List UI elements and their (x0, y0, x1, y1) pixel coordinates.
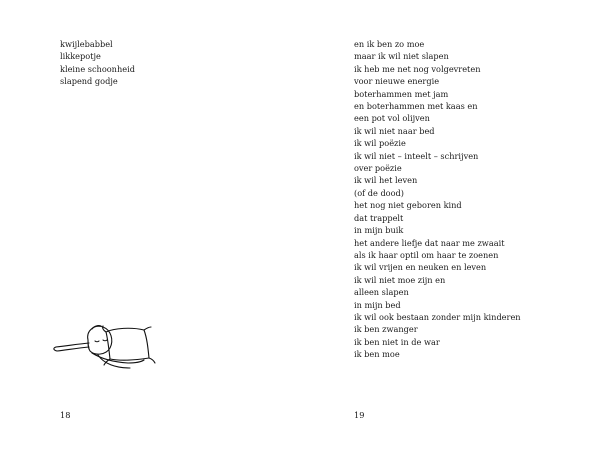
sleeping-child-icon (48, 318, 168, 378)
poem-line: kwijlebabbel (60, 39, 113, 49)
poem-line: ik ben zwanger (354, 324, 418, 335)
poem-line: alleen slapen (354, 287, 409, 298)
poem-line: ik wil niet – inteelt – schrijven (354, 150, 479, 161)
poem-line: boterhammen met jam (354, 88, 449, 99)
poem-line: ik ben niet in de war (354, 336, 440, 347)
poem-line: ik wil het leven (354, 175, 418, 186)
poem-line: in mijn bed (354, 299, 401, 310)
poem-line: ik wil niet naar bed (354, 125, 435, 136)
poem-line: het nog niet geboren kind (354, 200, 462, 211)
poem-line: ik wil vrijen en neuken en leven (354, 262, 487, 273)
poem-line: en ik ben zo moe (354, 39, 425, 49)
page-number: 19 (354, 410, 365, 420)
poem-line: ik wil poëzie (354, 138, 406, 149)
poem-line: ik wil ook bestaan zonder mijn kinderen (354, 311, 521, 322)
poem-line: ik ben moe (354, 349, 400, 360)
poem-line: slapend godje (60, 76, 118, 87)
right-page (300, 0, 600, 450)
poem-line: en boterhammen met kaas en (354, 101, 478, 112)
page-number: 18 (60, 410, 71, 420)
poem-line: over poëzie (354, 163, 402, 174)
poem-line: kleine schoonheid (60, 63, 135, 74)
poem-line: als ik haar optil om haar te zoenen (354, 249, 499, 260)
poem-line: een pot vol olijven (354, 113, 430, 124)
poem-line: voor nieuwe energie (354, 76, 440, 87)
poem-line: het andere liefje dat naar me zwaait (354, 237, 505, 248)
poem-line: in mijn buik (354, 225, 404, 236)
poem-line: ik heb me net nog volgevreten (354, 63, 481, 74)
right-poem (354, 38, 521, 361)
poem-line: (of de dood) (354, 187, 404, 198)
poem-line: maar ik wil niet slapen (354, 51, 449, 62)
poem-line: ik wil niet moe zijn en (354, 274, 446, 285)
poem-line: likkepotje (60, 51, 101, 62)
left-poem (60, 38, 135, 88)
poem-line: dat trappelt (354, 212, 404, 223)
